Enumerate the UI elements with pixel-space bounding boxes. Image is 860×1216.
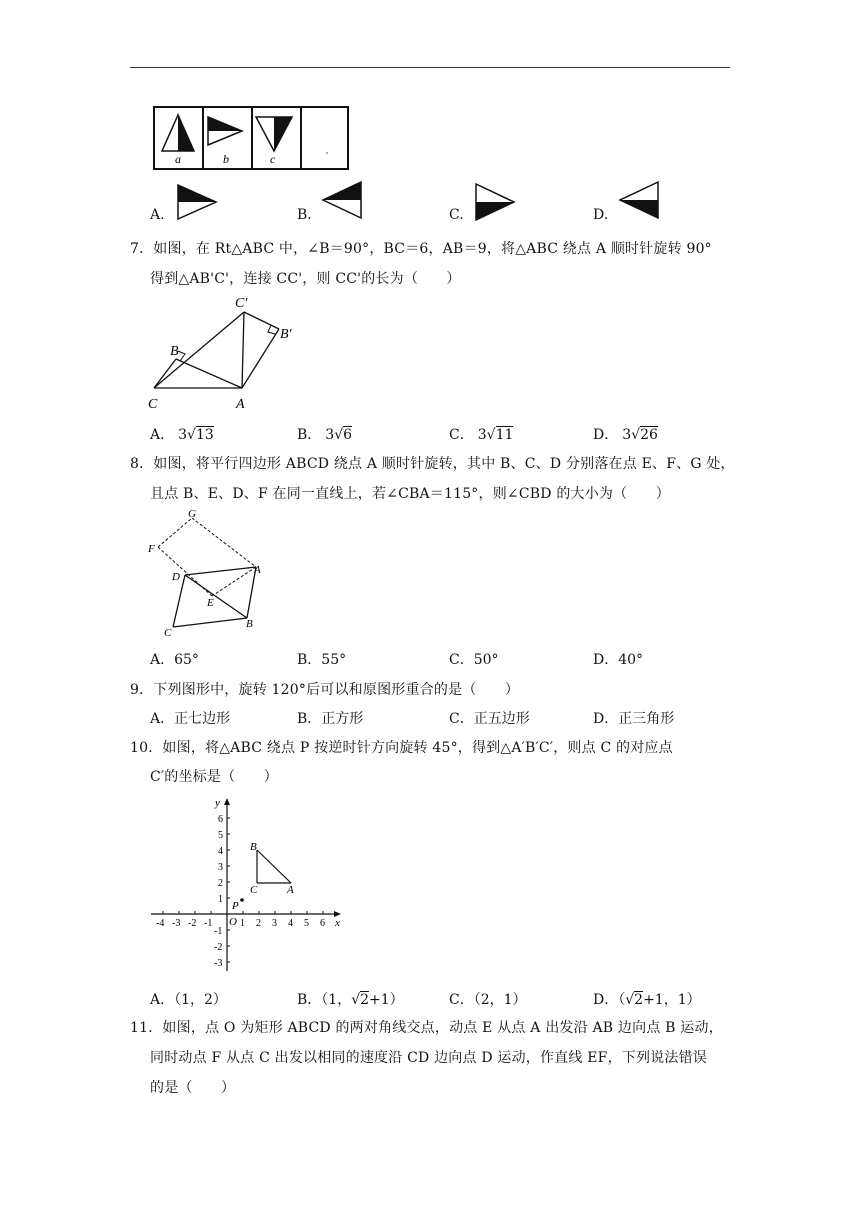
q10-label-c: C — [250, 884, 258, 896]
q7-option-b: B． 3√6 — [297, 427, 353, 443]
radical-sign-icon: √11 — [486, 427, 514, 443]
q10-option-d: D．（√2+1，1） — [593, 992, 701, 1008]
q10-label-b: B — [250, 841, 257, 853]
q8-label-c: C — [164, 627, 172, 639]
q10-coordinate-figure — [145, 793, 350, 978]
radical-sign-icon: √13 — [187, 427, 214, 443]
radical-sign-icon: √26 — [631, 427, 658, 443]
q10-axis-x-label: x — [335, 917, 340, 929]
x-tick-label: 6 — [320, 918, 325, 929]
q7-label-a: A — [236, 397, 245, 412]
x-tick-label: 4 — [288, 918, 293, 929]
q6-option-c-label: C. — [449, 207, 464, 223]
q9-option-a: A．正七边形 — [150, 711, 231, 727]
q7-stem-line1: 7．如图，在 Rt△ABC 中，∠B＝90°，BC＝6，AB＝9，将△ABC 绕点 A 顺时针旋转 90° — [130, 241, 712, 257]
strip-label-b: b — [223, 152, 229, 166]
q10-label-a: A — [287, 884, 294, 896]
q8-label-f: F — [148, 543, 155, 555]
q10-point-p — [240, 898, 244, 902]
q11-stem-line3: 的是（ ） — [150, 1080, 236, 1096]
q6-option-a-label: A. — [150, 207, 165, 223]
q6-option-b-shape — [321, 180, 365, 220]
y-tick-label: -2 — [214, 942, 223, 953]
q6-option-a-shape — [176, 183, 220, 221]
q10-origin-label: O — [229, 916, 237, 928]
q6-option-b-label: B. — [297, 207, 312, 223]
q10-stem-line1: 10．如图，将△ABC 绕点 P 按逆时针方向旋转 45°，得到△A′B′C′，则点 C 的对应点 — [130, 740, 673, 756]
q10-label-p: P — [232, 900, 239, 912]
q7-label-b-prime: B′ — [280, 327, 292, 342]
radical-sign-icon: √2 — [351, 992, 370, 1008]
q6-option-c-shape — [474, 182, 518, 222]
q9-stem-line1: 9．下列图形中，旋转 120°后可以和原图形重合的是（ ） — [130, 682, 520, 698]
q8-label-a: A — [254, 564, 261, 576]
q7-stem-line2: 得到△AB'C'，连接 CC'，则 CC'的长为（ ） — [150, 271, 461, 287]
x-tick-label: 5 — [304, 918, 309, 929]
x-tick-label: -2 — [188, 918, 197, 929]
q8-label-d: D — [172, 571, 180, 583]
y-tick-label: -3 — [214, 958, 223, 969]
q8-stem-line1: 8．如图，将平行四边形 ABCD 绕点 A 顺时针旋转，其中 B、C、D 分别落在点 E、F、G 处， — [130, 456, 735, 472]
y-tick-label: 2 — [218, 878, 223, 889]
q6-option-d-label: D. — [593, 207, 609, 223]
x-tick-label: 1 — [240, 918, 245, 929]
q7-figure — [140, 292, 310, 414]
q7-option-a: A． 3√13 — [150, 427, 214, 443]
header-rule — [130, 67, 730, 68]
y-tick-label: 1 — [218, 894, 223, 905]
q10-stem-line2: C′的坐标是（ ） — [150, 769, 278, 785]
q11-stem-line1: 11．如图，点 O 为矩形 ABCD 的两对角线交点，动点 E 从点 A 出发沿 AB 边向点 B 运动， — [130, 1020, 723, 1036]
q7-label-c-prime: C′ — [235, 296, 248, 311]
q7-label-b: B — [170, 344, 179, 359]
q8-label-e: E — [207, 597, 214, 609]
radical-sign-icon: √2 — [625, 992, 644, 1008]
q9-option-d: D．正三角形 — [593, 711, 675, 727]
strip-label-c: c — [270, 152, 276, 166]
q10-option-b: B．（1，√2+1） — [297, 992, 404, 1008]
q10-option-c: C．（2，1） — [449, 992, 527, 1008]
y-tick-label: 4 — [218, 846, 223, 857]
q9-option-c: C．正五边形 — [449, 711, 530, 727]
q11-stem-line2: 同时动点 F 从点 C 出发以相同的速度沿 CD 边向点 D 运动，作直线 EF，下列说法错误 — [150, 1050, 707, 1066]
q8-option-d: D．40° — [593, 652, 644, 668]
q8-label-g: G — [188, 508, 196, 520]
q8-option-b: B．55° — [297, 652, 347, 668]
q7-option-d: D． 3√26 — [593, 427, 658, 443]
q7-option-c: C． 3√11 — [449, 427, 514, 443]
q7-label-c: C — [148, 397, 158, 412]
q10-option-a: A．（1，2） — [150, 992, 227, 1008]
q10-axis-y-label: y — [215, 797, 220, 809]
q9-option-b: B．正方形 — [297, 711, 364, 727]
x-tick-label: -3 — [172, 918, 181, 929]
x-tick-label: -1 — [204, 918, 213, 929]
x-tick-label: -4 — [156, 918, 165, 929]
y-tick-label: 6 — [218, 814, 223, 825]
q6-pattern-strip — [150, 105, 352, 171]
q8-option-c: C．50° — [449, 652, 499, 668]
y-tick-label: 3 — [218, 862, 223, 873]
y-tick-label: 5 — [218, 830, 223, 841]
strip-label-a: a — [175, 152, 181, 166]
q6-option-d-shape — [618, 180, 662, 220]
radical-sign-icon: √6 — [334, 427, 353, 443]
q8-option-a: A．65° — [150, 652, 199, 668]
x-tick-label: 3 — [272, 918, 277, 929]
q8-figure — [140, 503, 270, 643]
x-tick-label: 2 — [256, 918, 261, 929]
q8-stem-line2: 且点 B、E、D、F 在同一直线上，若∠CBA＝115°，则∠CBD 的大小为（ ） — [150, 486, 670, 502]
y-tick-label: -1 — [214, 926, 223, 937]
q8-label-b: B — [246, 618, 253, 630]
